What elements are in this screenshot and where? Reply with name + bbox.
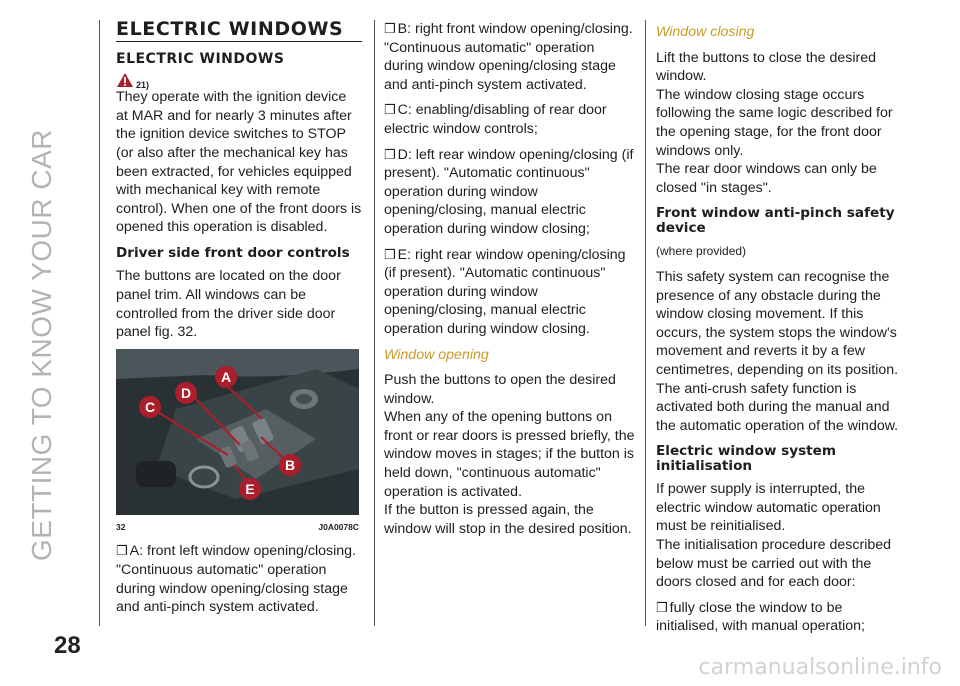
window-closing-heading: Window closing	[656, 24, 755, 40]
callout-e	[239, 478, 261, 500]
bullet-a: ❒ A: front left window opening/closing. "Continuous automatic" operation during window opening/closing stage and anti-pinch system activated.	[116, 543, 356, 616]
callout-a	[215, 366, 237, 388]
driver-controls-text: The buttons are located on the door panel trim. All windows can be controlled from the driver side door panel fig. 32.	[116, 268, 341, 341]
svg-text:E: E	[245, 480, 255, 497]
closing-paragraph-1: Lift the buttons to close the desired window.	[656, 49, 877, 85]
checkbox-bullet-icon: ❒	[384, 146, 396, 162]
svg-text:D: D	[180, 384, 192, 401]
window-opening-heading: Window opening	[384, 346, 489, 363]
door-panel-illustration	[116, 349, 359, 515]
opening-paragraph-2: When any of the opening buttons on front or rear doors is pressed briefly, the window moves in stages; if the button is held down, "continuous automatic" operation is activated.	[384, 409, 635, 500]
bullet-e: ❒ E: right rear window opening/closing (if present). "Automatic continuous" operation during window opening/closing, manual electric operation during window closing.	[384, 246, 626, 337]
column-1	[116, 20, 362, 624]
init-bullet: ❒ fully close the window to be initialised, with manual operation;	[656, 599, 865, 635]
column-3	[656, 20, 906, 643]
column-divider-mid	[374, 20, 375, 626]
figure-number: 32	[116, 521, 126, 532]
opening-paragraph-1: Push the buttons to open the desired window.	[384, 372, 616, 407]
side-section-title: GETTING TO KNOW YOUR CAR	[26, 128, 57, 562]
checkbox-bullet-icon: ❒	[116, 543, 128, 559]
svg-text:C: C	[144, 398, 156, 415]
intro-paragraph: They operate with the ignition device at MAR and for nearly 3 minutes after the ignition device switches to STOP (or also after the mechanical key has been extracted, for vehicles equipped with mechanical key with remote control). When one of the front doors is opened this operation is disabled.	[116, 89, 362, 236]
opening-paragraph-3: If the button is pressed again, the window will stop in the desired position.	[384, 502, 632, 537]
checkbox-bullet-icon: ❒	[384, 21, 396, 36]
antipinch-note: (where provided)	[656, 244, 747, 259]
checkbox-bullet-icon: ❒	[384, 102, 396, 118]
callout-d	[175, 382, 197, 404]
column-2	[384, 20, 636, 545]
checkbox-bullet-icon: ❒	[384, 246, 396, 262]
subsection-title: ELECTRIC WINDOWS	[116, 50, 285, 67]
closing-paragraph-3: The rear door windows can only be closed "in stages".	[656, 161, 877, 196]
warning-reference	[116, 72, 362, 91]
closing-paragraph-2: The window closing stage occurs following the same logic described for the opening stage, for the front door windows only.	[656, 86, 893, 159]
driver-controls-heading: Driver side front door controls	[116, 244, 350, 261]
checkbox-bullet-icon: ❒	[656, 599, 668, 615]
antipinch-heading: Front window anti-pinch safety device	[656, 205, 895, 236]
column-divider-left	[99, 20, 100, 626]
watermark: carmanualsonline.info	[698, 655, 942, 680]
bullet-d: ❒ D: left rear window opening/closing (if present). "Automatic continuous" operation during window opening/closing, manual electric operation during window closing;	[384, 146, 634, 237]
bullet-b: ❒ B: right front window opening/closing. "Continuous automatic" operation during window opening/closing stage and anti-pinch system activated.	[384, 21, 633, 93]
warning-triangle-icon	[116, 72, 134, 88]
callout-c	[139, 396, 161, 418]
init-paragraph-1: If power supply is interrupted, the electric window automatic operation must be reinitialised.	[656, 481, 881, 535]
svg-text:B: B	[284, 456, 296, 473]
section-title: ELECTRIC WINDOWS	[116, 20, 362, 42]
column-divider-right	[645, 20, 646, 626]
warning-ref-number: 21)	[136, 80, 150, 91]
figure-caption	[116, 515, 359, 537]
bullet-c: ❒ C: enabling/disabling of rear door electric window controls;	[384, 102, 607, 137]
callout-b	[279, 454, 301, 476]
init-paragraph-2: The initialisation procedure described below must be carried out with the doors closed and for each door:	[656, 537, 892, 591]
antipinch-text: This safety system can recognise the presence of any obstacle during the window closing movement. If this occurs, the system stops the window's movement and reverts it by a few centimetres, depending on its position. The anti-crush safety function is activated both during the manual and the automatic operation of the window.	[656, 268, 899, 434]
window-controls-figure	[116, 349, 359, 515]
page-number: 28	[54, 632, 81, 659]
init-heading: Electric window system initialisation	[656, 443, 837, 474]
figure-code: J0A0078C	[318, 521, 359, 532]
svg-text:A: A	[220, 368, 232, 385]
